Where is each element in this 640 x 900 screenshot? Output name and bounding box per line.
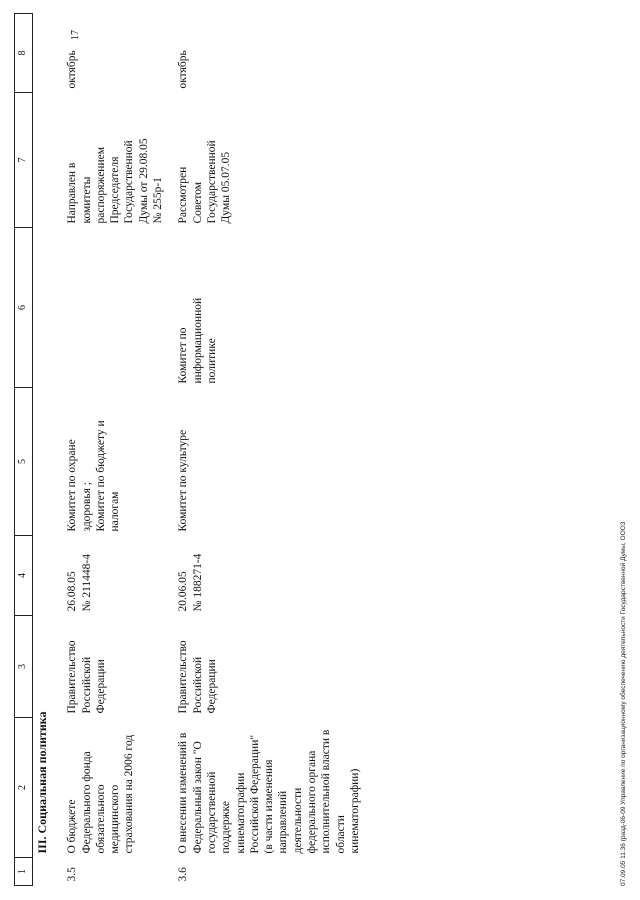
registration-date: 20.06.05 № 188271-4	[177, 553, 204, 612]
bill-title: О внесении изменений в Федеральный закон "О государственной поддержке кинематографии Российской Федерации" (в части изменения направлений деятельности федерального органа исполнительной власти в области кинематографии)	[177, 729, 361, 854]
plan-table	[14, 13, 614, 886]
column-number: 2	[15, 718, 33, 858]
row-number: 3.6	[177, 867, 190, 882]
month: октябрь	[177, 50, 190, 89]
column-number: 1	[15, 858, 33, 886]
initiator: Правительство Российской Федерации	[66, 640, 107, 714]
column-number: 8	[15, 14, 33, 93]
column-number: 6	[15, 228, 33, 388]
column-number: 4	[15, 536, 33, 616]
registration-date: 26.08.05 № 211448-4	[66, 554, 93, 612]
responsible-committee: Комитет по культуре	[177, 429, 190, 532]
bill-title: О бюджете Федерального фонда обязательного медицинского страхования на 2006 год	[66, 734, 136, 854]
section-row	[33, 14, 56, 886]
column-number: 5	[15, 388, 33, 536]
row-number: 3.5	[66, 867, 79, 882]
section-title: III. Социальная политика	[35, 711, 49, 854]
status: Направлен в комитеты распоряжением Председателя Государственной Думы от 29.08.05 № 255р-1	[66, 138, 165, 224]
month: октябрь	[66, 50, 79, 89]
column-number: 7	[15, 93, 33, 228]
co-committee: Комитет по информационной политике	[177, 297, 218, 384]
status: Рассмотрен Советом Государственной Думы 05.07.05	[177, 140, 233, 224]
co-committee	[55, 228, 166, 388]
initiator: Правительство Российской Федерации	[177, 640, 218, 714]
footer-text: 07.09.05 11:36 (разд-06-09 Управление по организационному обеспечению деятельности Государственной Думы, ООО3	[620, 521, 627, 886]
table-row	[166, 14, 614, 886]
column-number: 3	[15, 616, 33, 718]
column-number-row	[15, 14, 33, 886]
page-number: 17	[70, 30, 81, 40]
responsible-committee: Комитет по охране здоровья ; Комитет по бюджету и налогам	[66, 420, 122, 532]
table-row	[55, 14, 166, 886]
